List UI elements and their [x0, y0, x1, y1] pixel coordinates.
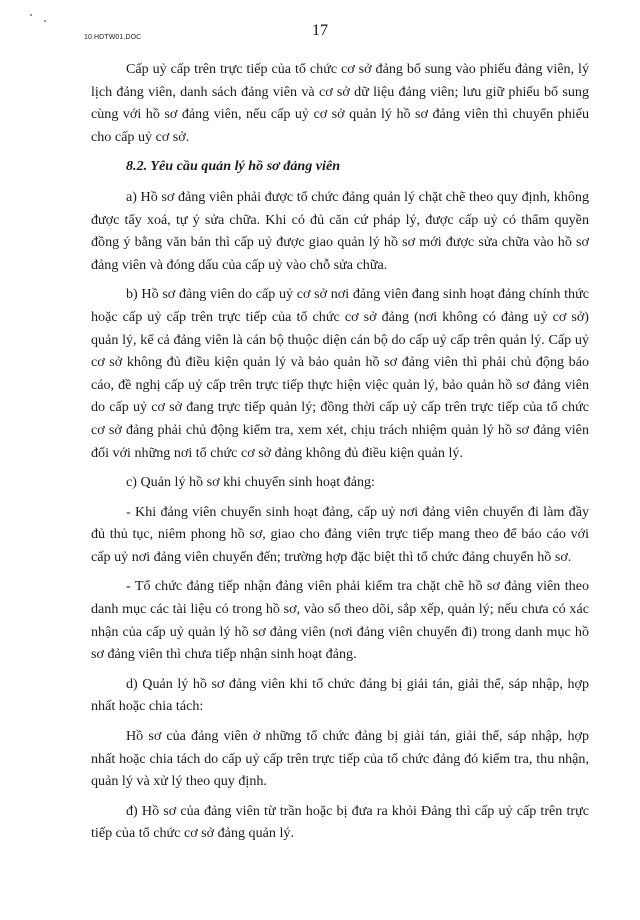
paragraph: d) Quản lý hồ sơ đảng viên khi tổ chức đảng bị giải tán, giải thể, sáp nhập, hợp nhất hoặc chia tách: [91, 675, 589, 715]
file-code: 10.HDTW01.DOC [84, 34, 142, 41]
paragraph: - Khi đảng viên chuyển sinh hoạt đảng, cấp uỷ nơi đảng viên chuyển đi làm đầy đủ thủ tục, niêm phong hồ sơ, giao cho đảng viên trực tiếp mang theo để báo cáo với cấp uỷ nơi đảng viên chuyển đến; trường hợp đặc biệt thì tổ chức đảng chuyển hồ sơ. [91, 503, 589, 565]
paragraph: đ) Hồ sơ của đảng viên từ trần hoặc bị đưa ra khỏi Đảng thì cấp uỷ cấp trên trực tiếp của tổ chức cơ sở đảng quản lý. [91, 802, 589, 842]
paragraph: b) Hồ sơ đảng viên do cấp uỷ cơ sở nơi đảng viên đang sinh hoạt đảng chính thức hoặc cấp uỷ cấp trên trực tiếp của tổ chức cơ sở đảng (nơi không có đảng uỷ cơ sở) quản lý, kể cả đảng viên là cán bộ thuộc diện cán bộ do cấp uỷ cấp trên quản lý. Cấp uỷ cơ sở không đủ điều kiện quản lý và bảo quản hồ sơ đảng viên thì phải chủ động báo cáo, đề nghị cấp uỷ cấp trên trực tiếp thực hiện việc quản lý, bảo quản hồ sơ đảng viên do cấp uỷ cơ sở đang trực tiếp quản lý; đồng thời cấp uỷ cấp trên trực tiếp của tổ chức cơ sở đảng phải chủ động kiểm tra, xem xét, chịu trách nhiệm quản lý hồ sơ đảng viên đối với những nơi tổ chức cơ sở đảng không đủ điều kiện quản lý. [91, 286, 589, 461]
page-number: 17 [312, 22, 328, 39]
document-body [91, 58, 589, 852]
paragraph: c) Quản lý hồ sơ khi chuyển sinh hoạt đảng: [126, 474, 375, 491]
paragraph: Cấp uỷ cấp trên trực tiếp của tổ chức cơ sở đảng bổ sung vào phiếu đảng viên, lý lịch đảng viên, danh sách đảng viên và cơ sở dữ liệu đảng viên; lưu giữ phiếu bổ sung cùng với hồ sơ đảng viên, nếu cấp uỷ cơ sở quản lý hồ sơ đảng viên thì chuyển phiếu cho cấp uỷ cơ sở. [91, 61, 589, 145]
paragraph: a) Hồ sơ đảng viên phải được tổ chức đảng quản lý chặt chẽ theo quy định, không được tẩy xoá, tự ý sửa chữa. Khi có đủ căn cứ pháp lý, được cấp uỷ có thẩm quyền đồng ý bằng văn bản thì cấp uỷ được giao quản lý hồ sơ mới được sửa chữa vào hồ sơ đảng viên và đóng dấu của cấp uỷ vào chỗ sửa chữa. [91, 188, 589, 273]
scan-speck [30, 14, 32, 16]
paragraph: - Tổ chức đảng tiếp nhận đảng viên phải kiểm tra chặt chẽ hồ sơ đảng viên theo danh mục các tài liệu có trong hồ sơ, vào sổ theo dõi, sắp xếp, quản lý; nếu chưa có xác nhận của cấp uỷ quản lý hồ sơ đảng viên (nơi đảng viên chuyển đi) trong danh mục hồ sơ đảng viên thì chưa tiếp nhận sinh hoạt đảng. [91, 578, 589, 663]
section-heading: 8.2. Yêu cầu quản lý hồ sơ đảng viên [126, 158, 341, 175]
paragraph: Hồ sơ của đảng viên ở những tổ chức đảng bị giải tán, giải thể, sáp nhập, hợp nhất hoặc chia tách do cấp uỷ cấp trên trực tiếp của tổ chức đảng đó kiểm tra, thu nhận, quản lý và xử lý theo quy định. [91, 728, 589, 790]
